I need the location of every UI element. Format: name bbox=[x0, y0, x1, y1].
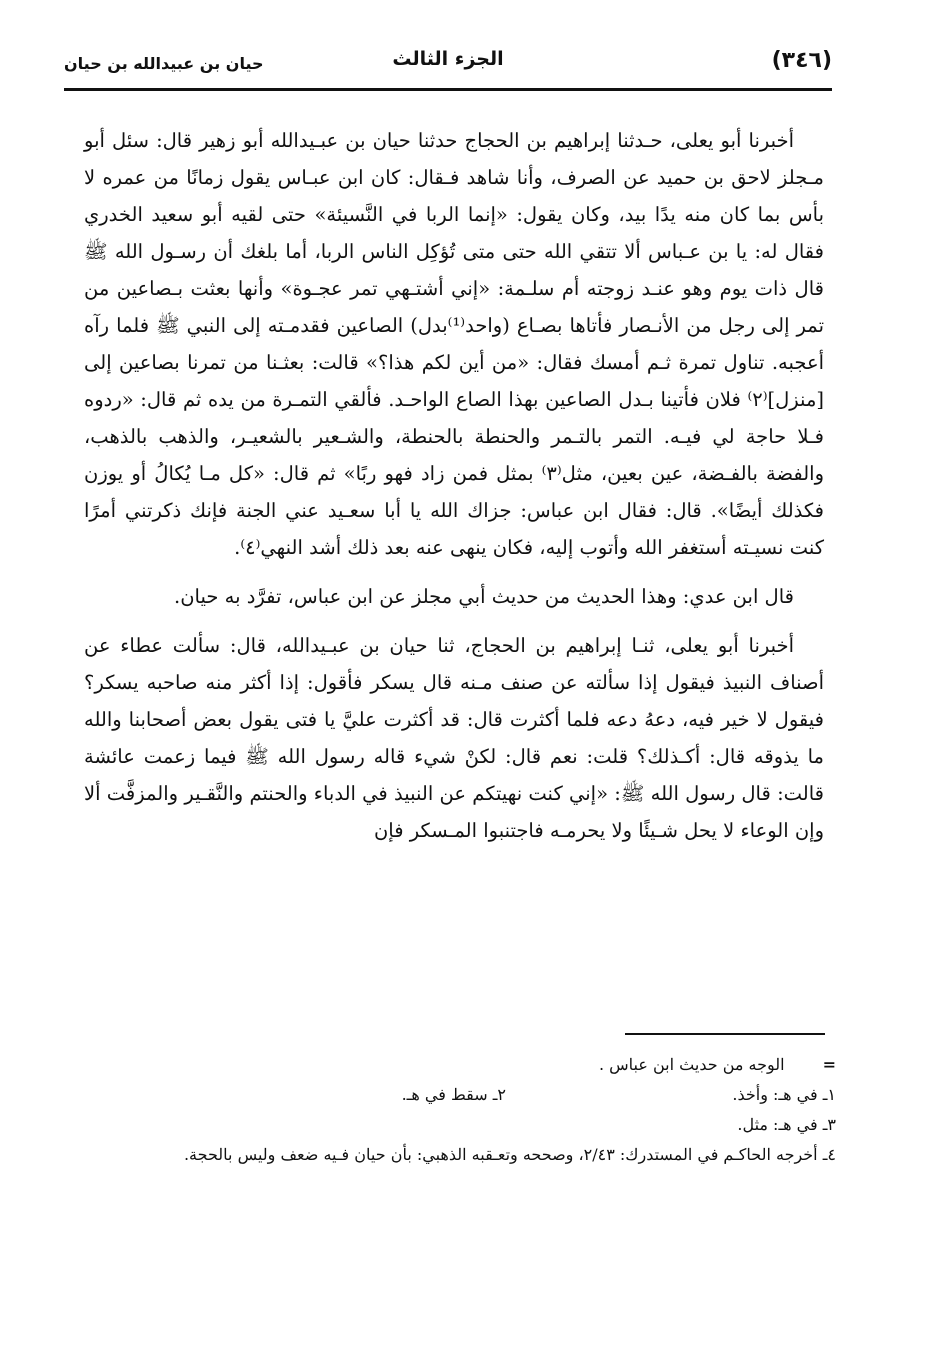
footnotes bbox=[84, 1050, 836, 1170]
running-header bbox=[64, 44, 832, 84]
paragraph-1: أخبرنا أبو يعلى، حـدثنا إبراهيم بن الحجاج حدثنا حيان بن عبـيدالله أبو زهير قال: سئل أبو مـجلز لاحق بن حميد عن الصرف، وأنا شاهد فـقال: كان ابن عبـاس يقول زمانًا من عمره لا بأس بما كان منه يدًا بيد، وكان يقول: «إنما الربا في النَّسيئة» حتى لقيه أبو سعيد الخدري فقال له: يا بن عـباس ألا تتقي الله حتى متى تُؤكِل الناس الربا، أما بلغك أن رسـول الله ﷺ قال ذات يوم وهو عنـد زوجته أم سلـمة: «إني أشتـهي تمر عجـوة» وأنها بعثت بـصاعين من تمر إلى رجل من الأنـصار فأتاها بصـاع (واحد⁽¹⁾بدل) الصاعين فقدمـته إلى النبي ﷺ فلما رآه أعجبه. تناول تمرة ثـم أمسك فقال: «من أين لكم هذا؟» قالت: بعثـنا من تمرنا بصاعين إلى [منزل]⁽٢⁾ فلان فأتينا بـدل الصاعين بهذا الصاع الواحـد. فألقي التمـرة من يده ثم قال: «ردوه فـلا حاجة لي فيـه. التمر بالتـمر والحنطة بالحنطة، والشـعير بالشعيـر، والذهب بالذهب، والفضة بالفـضة، عين بعين، مثل⁽٣⁾ بمثل فمن زاد فهو ربًا» ثم قال: «كل مـا يُكالُ أو يوزن فكذلك أيضًا». قال: فقال ابن عباس: جزاك الله يا أبا سعـيد عني الجنة فإنك ذكرتني أمرًا كنت نسيـته أستغفر الله وأتوب إليه، فكان ينهى عنه بعد ذلك أشد النهي⁽٤⁾. bbox=[84, 129, 824, 559]
footnote-row-1-2 bbox=[84, 1080, 836, 1110]
main-text bbox=[84, 122, 824, 849]
footnote-1: ١ـ في هـ: وأخذ. bbox=[732, 1085, 836, 1104]
footnote-continuation bbox=[84, 1050, 836, 1080]
paragraph-3: أخبرنا أبو يعلى، ثنـا إبراهيم بن الحجاج، ثنا حيان بن عبـيدالله، قال: سألت عطاء عن أصناف النبيذ فيقول إذا سألته عن صنف مـنه قال يسكر فأقول: إذا أكثر منه صاحبه يسكر؟ فيقول لا خير فيه، دعهُ دعه فلما أكثرت قال: قد أكثرت عليَّ يا فتى يقول بعض أصحابنا والله ما يذوقه قال: أكـذلك؟ قلت: نعم قال: لكنْ شيء قاله رسول الله ﷺ فيما زعمت عائشة قالت: قال رسول الله ﷺ: «إني كنت نهيتكم عن النبيذ في الدباء والحنتم والنَّقـير والمزفَّت ألا وإن الوعاء لا يحل شـيئًا ولا يحرمـه فاجتنبوا المـسكر فإن bbox=[84, 634, 824, 842]
header-rule bbox=[64, 88, 832, 91]
footnote-2: ٢ـ سقط في هـ. bbox=[401, 1085, 506, 1104]
volume-title: الجزء الثالث bbox=[392, 48, 504, 70]
paragraph-2: قال ابن عدي: وهذا الحديث من حديث أبي مجلز عن ابن عباس، تفرَّد به حيان. bbox=[174, 585, 794, 608]
footnote-4: ٤ـ أخرجه الحاكـم في المستدرك: ٢/٤٣، وصححه وتعـقبه الذهبي: بأن حيان فـيه ضعف وليس بالحجة. bbox=[183, 1145, 836, 1164]
page-number: (٣٤٦) bbox=[771, 48, 832, 73]
narrator-title: حيان بن عبيدالله بن حيان bbox=[64, 54, 264, 73]
footnote-rule bbox=[625, 1033, 825, 1035]
continuation-mark: = bbox=[822, 1055, 836, 1074]
continuation-text: الوجه من حديث ابن عباس . bbox=[598, 1055, 785, 1074]
footnote-3: ٣ـ في هـ: مثل. bbox=[737, 1115, 836, 1134]
